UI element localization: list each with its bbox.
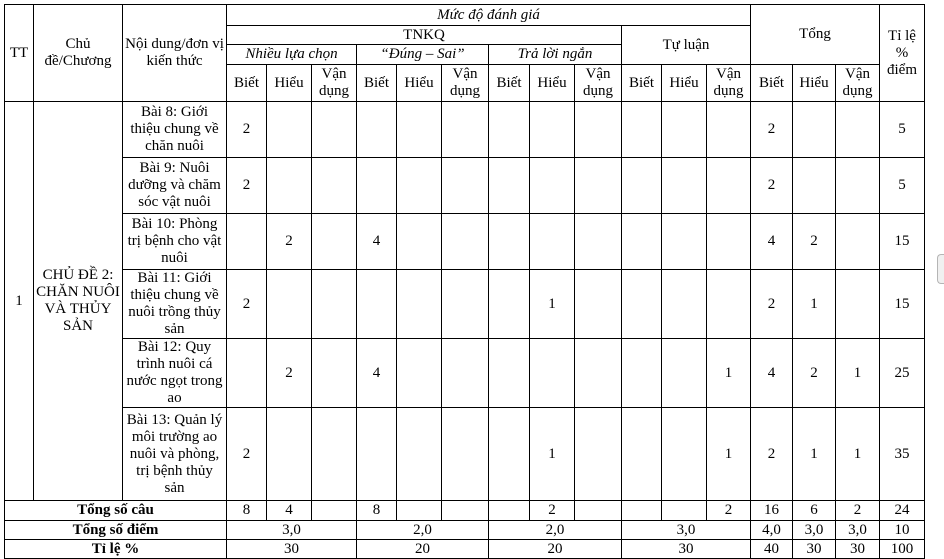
side-scroll-handle[interactable] [937,254,944,284]
value-cell [662,501,707,521]
value-cell [622,214,662,270]
value-cell [836,270,880,339]
ratio-label: Tỉ lệ % [5,540,227,559]
table-row [5,270,925,339]
total-biet-ratio: 40 [751,540,793,559]
value-cell: 2 [836,501,880,521]
level-header: Vận dụng [312,65,357,102]
table-row [5,102,925,158]
value-cell: 2 [707,501,751,521]
value-cell [312,408,357,501]
value-cell: 1 [793,270,836,339]
value-cell: 25 [880,339,925,408]
value-cell [530,339,575,408]
total-percent-ratio: 100 [880,540,925,559]
value-cell [357,270,397,339]
col-header-topic: Chủ đề/Chương [34,5,123,102]
col-header-essay: Tự luận [622,26,751,65]
value-cell [622,270,662,339]
col-header-tnkq: TNKQ [227,26,622,45]
value-cell: 2 [793,339,836,408]
value-cell [397,270,442,339]
value-cell [267,408,312,501]
value-cell [575,158,622,214]
value-cell: 4 [267,501,312,521]
col-header-total: Tổng [751,5,880,65]
value-cell [442,102,489,158]
value-cell: 2 [793,214,836,270]
true-false-points: 2,0 [357,521,489,540]
value-cell [575,102,622,158]
value-cell [312,158,357,214]
level-header: Hiểu [662,65,707,102]
value-cell: 15 [880,270,925,339]
value-cell [489,501,530,521]
value-cell [530,214,575,270]
value-cell [489,408,530,501]
value-cell: 8 [227,501,267,521]
value-cell: 2 [227,102,267,158]
col-header-content: Nội dung/đơn vị kiến thức [123,5,227,102]
value-cell: 5 [880,158,925,214]
value-cell: 5 [880,102,925,158]
value-cell: 1 [836,339,880,408]
value-cell: 2 [227,270,267,339]
value-cell [575,501,622,521]
mcq-points: 3,0 [227,521,357,540]
topic-cell: CHỦ ĐỀ 2: CHĂN NUÔI VÀ THỦY SẢN [34,102,123,501]
value-cell: 2 [751,102,793,158]
level-header: Hiểu [397,65,442,102]
level-header: Vận dụng [575,65,622,102]
value-cell [662,408,707,501]
value-cell [267,158,312,214]
value-cell: 1 [530,408,575,501]
level-header: Vận dụng [707,65,751,102]
value-cell: 2 [751,270,793,339]
col-header-short-answer: Trả lời ngắn [489,45,622,65]
value-cell [312,214,357,270]
value-cell [267,270,312,339]
value-cell [530,102,575,158]
col-header-true-false: “Đúng – Sai” [357,45,489,65]
true-false-ratio: 20 [357,540,489,559]
value-cell [707,270,751,339]
mcq-ratio: 30 [227,540,357,559]
value-cell: 16 [751,501,793,521]
level-header: Biết [751,65,793,102]
value-cell: 2 [751,158,793,214]
value-cell: 35 [880,408,925,501]
total-percent-points: 10 [880,521,925,540]
value-cell [575,408,622,501]
value-cell [227,214,267,270]
value-cell [227,339,267,408]
value-cell: 6 [793,501,836,521]
value-cell [575,270,622,339]
value-cell [707,214,751,270]
value-cell [357,158,397,214]
level-header: Vận dụng [836,65,880,102]
lesson-cell: Bài 13: Quản lý môi trường ao nuôi và phòng, trị bệnh thủy sản [123,408,227,501]
value-cell [442,408,489,501]
value-cell: 1 [707,339,751,408]
table-row [5,214,925,270]
value-cell: 1 [793,408,836,501]
value-cell [622,102,662,158]
value-cell: 4 [357,339,397,408]
value-cell [397,102,442,158]
value-cell [662,270,707,339]
col-header-tt: TT [5,5,34,102]
value-cell: 1 [707,408,751,501]
table-row [5,408,925,501]
short-answer-ratio: 20 [489,540,622,559]
level-header: Hiểu [793,65,836,102]
value-cell [397,408,442,501]
essay-ratio: 30 [622,540,751,559]
table-row [5,339,925,408]
value-cell [312,339,357,408]
value-cell: 2 [227,408,267,501]
value-cell [312,270,357,339]
value-cell: 4 [357,214,397,270]
value-cell [622,501,662,521]
lesson-cell: Bài 11: Giới thiệu chung về nuôi trồng thủy sản [123,270,227,339]
value-cell: 4 [751,214,793,270]
value-cell [622,408,662,501]
value-cell: 1 [530,270,575,339]
value-cell: 2 [267,214,312,270]
level-header: Hiểu [530,65,575,102]
value-cell: 1 [836,408,880,501]
total-points-label: Tổng số điểm [5,521,227,540]
value-cell: 2 [751,408,793,501]
total-points-row [5,521,925,540]
value-cell [836,158,880,214]
value-cell [397,501,442,521]
value-cell [442,501,489,521]
value-cell [707,102,751,158]
essay-points: 3,0 [622,521,751,540]
lesson-cell: Bài 8: Giới thiệu chung về chăn nuôi [123,102,227,158]
col-header-assessment: Mức độ đánh giá [227,5,751,26]
value-cell [357,408,397,501]
total-vd-points: 3,0 [836,521,880,540]
short-answer-points: 2,0 [489,521,622,540]
level-header: Biết [227,65,267,102]
value-cell: 4 [751,339,793,408]
level-header: Biết [357,65,397,102]
value-cell [312,102,357,158]
value-cell [836,214,880,270]
col-header-percent: Tỉ lệ % điểm [880,5,925,102]
row-tt: 1 [5,102,34,501]
value-cell [442,270,489,339]
value-cell [489,270,530,339]
value-cell [489,158,530,214]
value-cell: 2 [530,501,575,521]
value-cell: 24 [880,501,925,521]
total-hieu-points: 3,0 [793,521,836,540]
value-cell [622,339,662,408]
value-cell [662,158,707,214]
value-cell: 2 [227,158,267,214]
col-header-mcq: Nhiều lựa chọn [227,45,357,65]
value-cell [489,102,530,158]
total-questions-row [5,501,925,521]
value-cell: 2 [267,339,312,408]
value-cell [489,214,530,270]
value-cell [442,214,489,270]
value-cell [397,214,442,270]
value-cell [489,339,530,408]
value-cell [622,158,662,214]
value-cell [707,158,751,214]
assessment-matrix-table [4,4,925,559]
value-cell [442,158,489,214]
total-vd-ratio: 30 [836,540,880,559]
table-row [5,158,925,214]
lesson-cell: Bài 12: Quy trình nuôi cá nước ngọt trong ao [123,339,227,408]
lesson-cell: Bài 9: Nuôi dưỡng và chăm sóc vật nuôi [123,158,227,214]
value-cell [312,501,357,521]
total-questions-label: Tổng số câu [5,501,227,521]
value-cell [793,158,836,214]
value-cell [575,339,622,408]
level-header: Biết [489,65,530,102]
level-header: Hiểu [267,65,312,102]
value-cell [442,339,489,408]
value-cell: 8 [357,501,397,521]
lesson-cell: Bài 10: Phòng trị bệnh cho vật nuôi [123,214,227,270]
value-cell [397,158,442,214]
level-header: Vận dụng [442,65,489,102]
value-cell [397,339,442,408]
value-cell [793,102,836,158]
value-cell [662,214,707,270]
total-biet-points: 4,0 [751,521,793,540]
value-cell [267,102,312,158]
value-cell: 15 [880,214,925,270]
level-header: Biết [622,65,662,102]
value-cell [530,158,575,214]
value-cell [575,214,622,270]
value-cell [662,339,707,408]
value-cell [836,102,880,158]
value-cell [357,102,397,158]
total-hieu-ratio: 30 [793,540,836,559]
value-cell [662,102,707,158]
ratio-row [5,540,925,559]
